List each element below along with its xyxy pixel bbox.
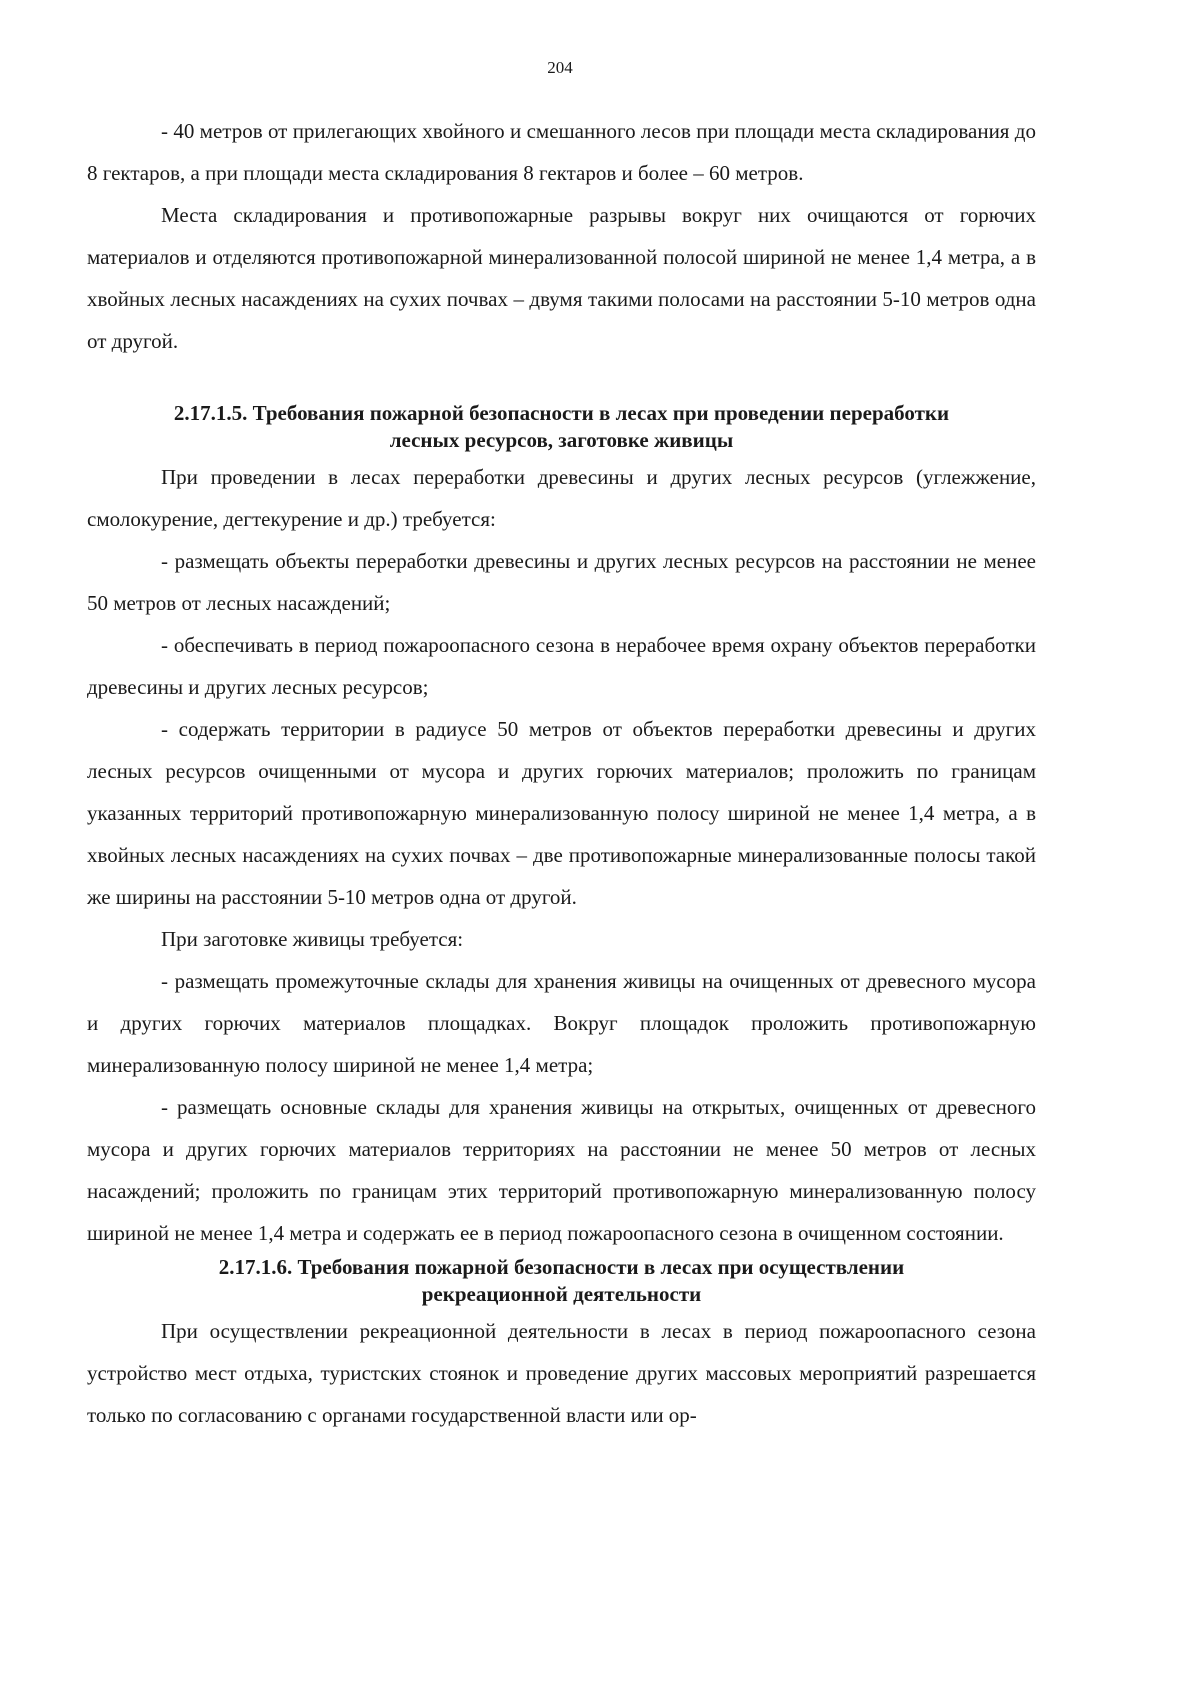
- paragraph: - размещать промежуточные склады для хранения живицы на очищенных от древесного мусора и других горючих материалов площадках. Вокруг площадок проложить противопожарную минерализованную полосу шириной не менее 1,4 метра;: [87, 969, 1036, 1077]
- page-content: [87, 110, 1036, 1436]
- paragraph: При проведении в лесах переработки древесины и других лесных ресурсов (углежжение, смолокурение, дегтекурение и др.) требуется:: [87, 465, 1036, 531]
- page-number: 204: [547, 58, 573, 77]
- paragraph: При осуществлении рекреационной деятельности в лесах в период пожароопасного сезона устройство мест отдыха, туристских стоянок и проведение других массовых мероприятий разрешается только по согласованию с органами государственной власти или ор-: [87, 1319, 1036, 1427]
- paragraph: - размещать основные склады для хранения живицы на открытых, очищенных от древесного мусора и других горючих материалов территориях на расстоянии не менее 50 метров от лесных насаждений; проложить по границам этих территорий противопожарную минерализованную полосу шириной не менее 1,4 метра и содержать ее в период пожароопасного сезона в очищенном состоянии.: [87, 1095, 1036, 1245]
- section-heading-line: 2.17.1.6. Требования пожарной безопасности в лесах при осуществлении: [218, 1255, 905, 1279]
- section-heading-line: лесных ресурсов, заготовке живицы: [389, 428, 734, 452]
- section-heading-line: 2.17.1.5. Требования пожарной безопасности в лесах при проведении переработки: [173, 401, 950, 425]
- paragraph: - 40 метров от прилегающих хвойного и смешанного лесов при площади места складирования до 8 гектаров, а при площади места складирования 8 гектаров и более – 60 метров.: [87, 119, 1036, 185]
- paragraph: Места складирования и противопожарные разрывы вокруг них очищаются от горючих материалов и отделяются противопожарной минерализованной полосой шириной не менее 1,4 метра, а в хвойных лесных насаждениях на сухих почвах – двумя такими полосами на расстоянии 5-10 метров одна от другой.: [87, 203, 1036, 353]
- paragraph: - содержать территории в радиусе 50 метров от объектов переработки древесины и других лесных ресурсов очищенными от мусора и других горючих материалов; проложить по границам указанных территорий противопожарную минерализованную полосу шириной не менее 1,4 метра, а в хвойных лесных насаждениях на сухих почвах – две противопожарные минерализованные полосы такой же ширины на расстоянии 5-10 метров одна от другой.: [87, 717, 1036, 909]
- section-heading: [87, 1254, 1036, 1308]
- section-heading: [87, 400, 1036, 454]
- paragraph: - обеспечивать в период пожароопасного сезона в нерабочее время охрану объектов переработки древесины и других лесных ресурсов;: [87, 633, 1036, 699]
- paragraph: - размещать объекты переработки древесины и других лесных ресурсов на расстоянии не менее 50 метров от лесных насаждений;: [87, 549, 1036, 615]
- section-heading-line: рекреационной деятельности: [421, 1282, 702, 1306]
- paragraph: При заготовке живицы требуется:: [161, 927, 464, 951]
